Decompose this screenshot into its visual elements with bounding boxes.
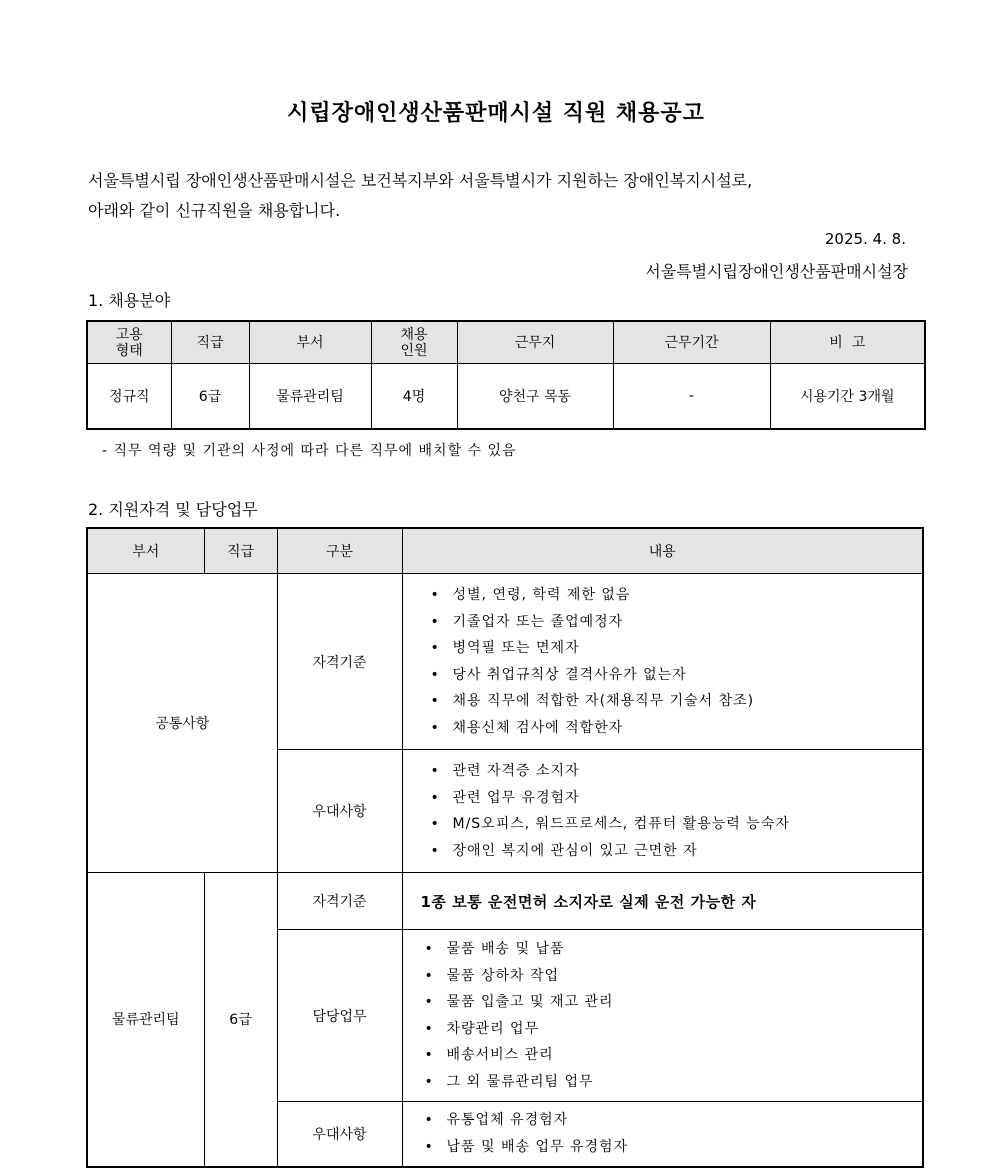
section1-note: - 직무 역량 및 기관의 사정에 따라 다른 직무에 배치할 수 있음 [102, 443, 517, 459]
cell-workplace: 양천구 목동 [457, 364, 613, 430]
cell-headcount: 4명 [371, 364, 457, 430]
header-grade: 직급 [204, 528, 277, 574]
list-item-text: 차량관리 업무 [446, 1020, 540, 1037]
list-item-text: 물품 배송 및 납품 [446, 941, 565, 957]
header-headcount-line2: 인원 [400, 342, 428, 359]
recruitment-field-table [86, 320, 926, 430]
header-category: 구분 [277, 528, 402, 574]
bullet-icon: • [430, 666, 440, 683]
table-row [87, 574, 923, 750]
bullet-icon: • [424, 967, 434, 984]
list-item [431, 811, 923, 838]
common-qualification-label: 자격기준 [277, 574, 402, 750]
common-preference-list [431, 758, 923, 864]
cell-grade: 6급 [171, 364, 249, 430]
header-workplace: 근무지 [457, 321, 613, 364]
announcement-date: 2025. 4. 8. [824, 230, 906, 248]
list-item [431, 785, 923, 812]
header-department: 부서 [249, 321, 371, 364]
logistics-grade: 6급 [204, 873, 277, 1167]
common-preference-content [402, 750, 923, 873]
header-headcount-line1: 채용 [400, 326, 428, 343]
list-item [431, 715, 923, 742]
cell-employment-type: 정규직 [87, 364, 171, 430]
list-item [431, 609, 923, 636]
bullet-icon: • [430, 693, 440, 709]
cell-remarks: 시용기간 3개월 [770, 364, 925, 430]
list-item [431, 688, 923, 715]
bullet-icon: • [430, 789, 440, 806]
list-item [431, 838, 923, 865]
header-employment-type [87, 321, 171, 364]
header-content: 내용 [402, 528, 923, 574]
list-item [425, 1016, 923, 1043]
common-preference-label: 우대사항 [277, 750, 402, 873]
list-item [425, 963, 923, 990]
page-title: 시립장애인생산품판매시설 직원 채용공고 [287, 101, 705, 126]
bullet-icon: • [424, 1047, 434, 1063]
common-qualification-content [402, 574, 923, 750]
bullet-icon: • [424, 941, 434, 957]
list-item-text: 당사 취업규칙상 결격사유가 없는자 [452, 666, 687, 683]
logistics-preference-content [402, 1102, 923, 1167]
intro-line-2: 아래와 같이 신규직원을 채용합니다. [88, 201, 341, 220]
bullet-icon: • [430, 763, 440, 779]
logistics-duties-list [425, 936, 923, 1095]
header-employment-type-line1: 고용 [115, 326, 143, 343]
common-label: 공통사항 [87, 574, 277, 873]
list-item [425, 1042, 923, 1069]
list-item [425, 1107, 923, 1134]
list-item-text: 납품 및 배송 업무 유경험자 [446, 1138, 629, 1155]
table-header-row [87, 321, 925, 364]
bullet-icon: • [424, 1112, 434, 1129]
bullet-icon: • [430, 640, 440, 656]
header-period: 근무기간 [613, 321, 770, 364]
table-row [87, 873, 923, 930]
list-item [431, 662, 923, 689]
bullet-icon: • [424, 1020, 434, 1037]
logistics-qualification-text: 1종 보통 운전면허 소지자로 실제 운전 가능한 자 [402, 873, 923, 930]
header-remarks: 비 고 [770, 321, 925, 364]
list-item-text: 채용 직무에 적합한 자(채용직무 기술서 참조) [452, 693, 755, 709]
bullet-icon: • [424, 994, 434, 1010]
bullet-icon: • [424, 1073, 434, 1090]
list-item-text: 기졸업자 또는 졸업예정자 [452, 613, 624, 630]
section2-heading: 2. 지원자격 및 담당업무 [88, 500, 258, 519]
section1-heading: 1. 채용분야 [88, 291, 171, 310]
cell-period: - [613, 364, 770, 430]
list-item [425, 936, 923, 963]
header-headcount [371, 321, 457, 364]
logistics-qualification-label: 자격기준 [277, 873, 402, 930]
intro-line-1: 서울특별시립 장애인생산품판매시설은 보건복지부와 서울특별시가 지원하는 장애인복지시설로, [88, 171, 753, 190]
logistics-department: 물류관리팀 [87, 873, 204, 1167]
qualification-duties-table [86, 527, 924, 1168]
list-item-text: M/S오피스, 워드프로세스, 컴퓨터 활용능력 능숙자 [452, 816, 790, 832]
list-item-text: 성별, 연령, 학력 제한 없음 [452, 587, 631, 603]
bullet-icon: • [430, 842, 440, 859]
bullet-icon: • [430, 587, 440, 603]
list-item [425, 1069, 923, 1096]
bullet-icon: • [430, 816, 440, 832]
logistics-preference-list [425, 1107, 923, 1160]
organization-name: 서울특별시립장애인생산품판매시설장 [645, 262, 908, 281]
list-item-text: 관련 업무 유경험자 [452, 789, 580, 806]
list-item-text: 그 외 물류관리팀 업무 [446, 1073, 594, 1090]
header-department: 부서 [87, 528, 204, 574]
header-employment-type-line2: 형태 [115, 342, 143, 359]
logistics-preference-label: 우대사항 [277, 1102, 402, 1167]
logistics-duties-label: 담당업무 [277, 930, 402, 1102]
list-item [425, 989, 923, 1016]
common-qualification-list [431, 582, 923, 741]
list-item-text: 배송서비스 관리 [446, 1047, 554, 1063]
cell-department: 물류관리팀 [249, 364, 371, 430]
header-grade: 직급 [171, 321, 249, 364]
list-item-text: 물품 상하차 작업 [446, 967, 560, 984]
list-item-text: 물품 입출고 및 재고 관리 [446, 994, 614, 1010]
table-row [87, 364, 925, 430]
list-item-text: 채용신체 검사에 적합한자 [452, 719, 624, 736]
list-item [431, 582, 923, 609]
bullet-icon: • [430, 719, 440, 736]
bullet-icon: • [424, 1138, 434, 1155]
list-item-text: 유통업체 유경험자 [446, 1112, 569, 1129]
list-item-text: 병역필 또는 면제자 [452, 640, 580, 656]
table-header-row [87, 528, 923, 574]
list-item [425, 1134, 923, 1161]
list-item-text: 장애인 복지에 관심이 있고 근면한 자 [452, 842, 698, 859]
list-item [431, 758, 923, 785]
list-item-text: 관련 자격증 소지자 [452, 763, 580, 779]
list-item [431, 635, 923, 662]
bullet-icon: • [430, 613, 440, 630]
logistics-duties-content [402, 930, 923, 1102]
